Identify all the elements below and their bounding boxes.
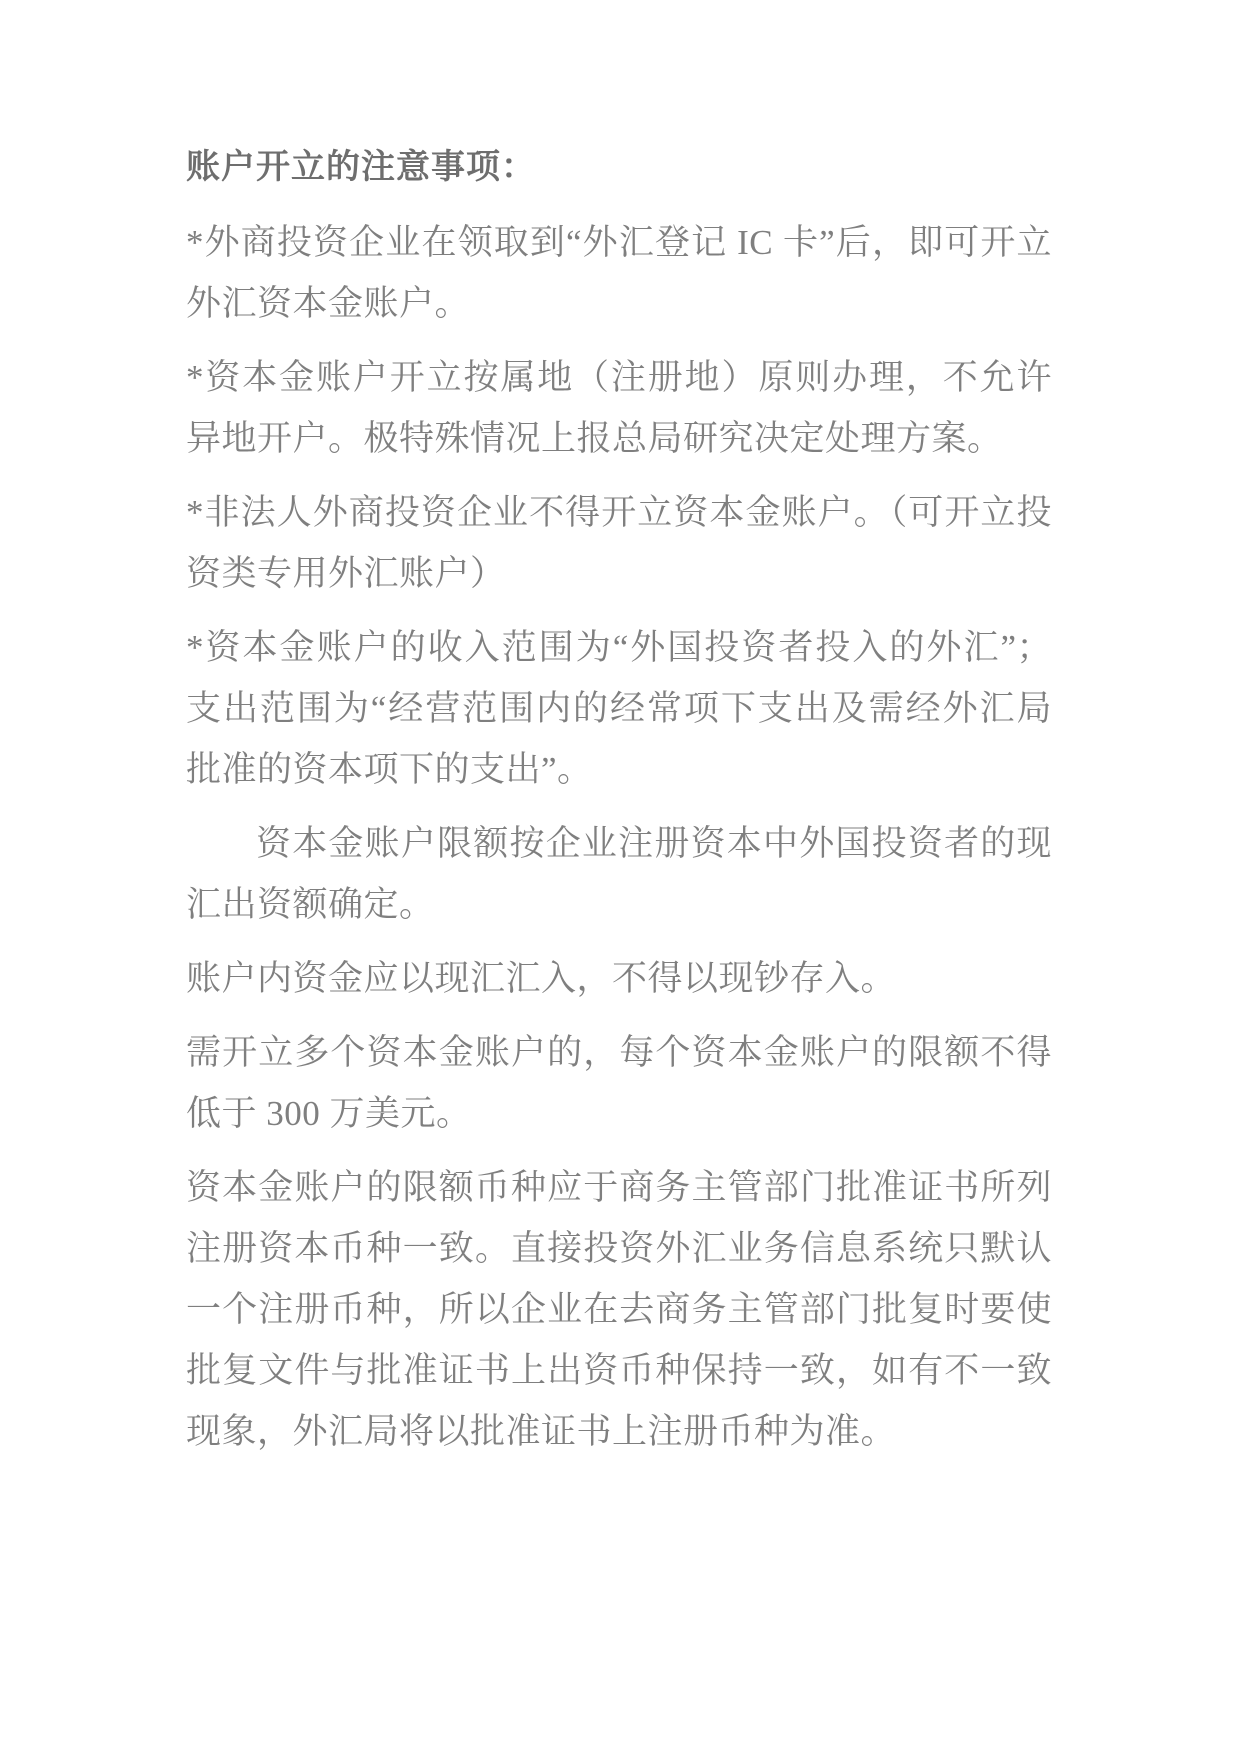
document-content — [186, 138, 1052, 1475]
paragraph-income-expense-scope: *资本金账户的收入范围为“外国投资者投入的外汇”；支出范围为“经营范围内的经常项下支出及需经外汇局批准的资本项下的支出”。 — [186, 628, 1052, 789]
paragraph-account-limit: 资本金账户限额按企业注册资本中外国投资者的现汇出资额确定。 — [186, 824, 1052, 924]
paragraph-ic-card: *外商投资企业在领取到“外汇登记 IC 卡”后，即可开立外汇资本金账户。 — [186, 223, 1052, 323]
paragraph-multiple-accounts: 需开立多个资本金账户的，每个资本金账户的限额不得低于 300 万美元。 — [186, 1033, 1052, 1133]
paragraph-currency-consistency: 资本金账户的限额币种应于商务主管部门批准证书所列注册资本币种一致。直接投资外汇业务信息系统只默认一个注册币种，所以企业在去商务主管部门批复时要使批复文件与批准证书上出资币种保持一致，如有不一致现象，外汇局将以批准证书上注册币种为准。 — [186, 1168, 1052, 1451]
document-title: 账户开立的注意事项： — [186, 149, 536, 186]
paragraph-remittance-only: 账户内资金应以现汇汇入，不得以现钞存入。 — [186, 959, 897, 998]
paragraph-non-legal-person: *非法人外商投资企业不得开立资本金账户。（可开立投资类专用外汇账户） — [186, 493, 1052, 593]
paragraph-local-rule: *资本金账户开立按属地（注册地）原则办理，不允许异地开户。极特殊情况上报总局研究决定处理方案。 — [186, 358, 1052, 458]
